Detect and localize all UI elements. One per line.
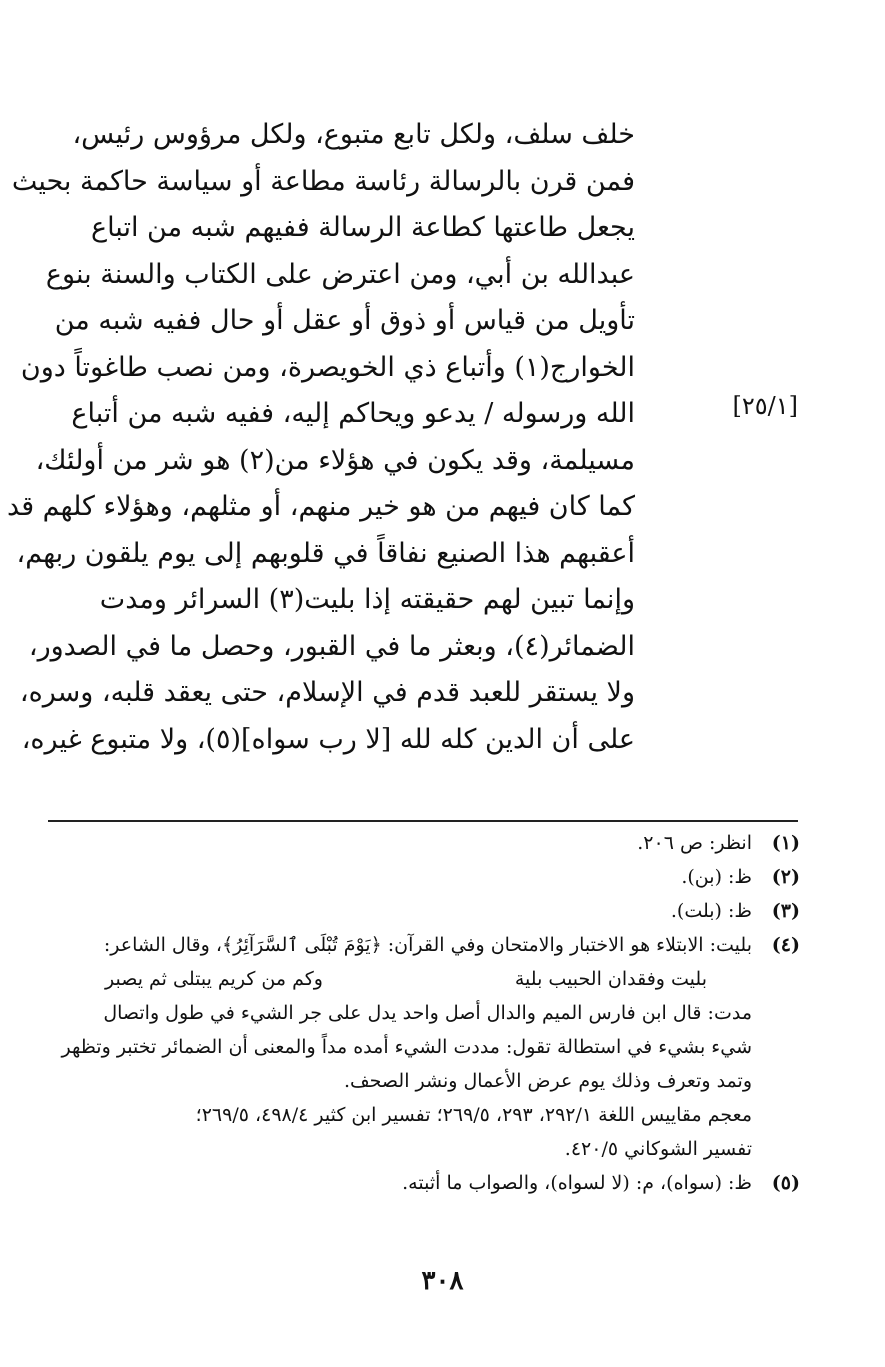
footnote-number: (١) (771, 832, 800, 854)
footnote (45, 1166, 800, 1200)
footnote-line: ظ: (بلت). (670, 900, 752, 922)
footnote-line: شيء بشيء في استطالة تقول: مددت الشيء أمده مداً والمعنى أن الضمائر تختبر وتظهر (61, 1036, 752, 1058)
footnote-line: ظ: (بن). (681, 866, 752, 888)
body-line: يجعل طاعتها كطاعة الرسالة ففيهم شبه من اتباع (90, 212, 635, 243)
footnote-number: (٥) (771, 1172, 800, 1194)
body-line: الله ورسوله / يدعو ويحاكم إليه، ففيه شبه من أتباع (71, 398, 635, 429)
footnote-body (45, 928, 752, 996)
footnote-line: ظ: (سواه)، م: (لا لسواه)، والصواب ما أثبته. (402, 1172, 752, 1194)
footnote (45, 894, 800, 928)
verse-first-hemistich: بليت وفقدان الحبيب بلية (514, 968, 707, 990)
footnote-number (752, 1098, 800, 1166)
footnote (45, 826, 800, 860)
verse-second-hemistich: وكم من كريم يبتلى ثم يصبر (105, 968, 323, 990)
footnote-body (45, 1166, 752, 1200)
body-line: ولا يستقر للعبد قدم في الإسلام، حتى يعقد قلبه، وسره، (19, 677, 635, 708)
footnote-body (45, 860, 752, 894)
body-line: تأويل من قياس أو ذوق أو عقل أو حال ففيه شبه من (54, 305, 635, 336)
page-number: ٣٠٨ (421, 1266, 464, 1296)
body-line: فمن قرن بالرسالة رئاسة مطاعة أو سياسة حاكمة بحيث (11, 165, 635, 197)
footnotes (45, 826, 800, 1200)
body-line: وإنما تبين لهم حقيقته إذا بليت(٣) السرائر ومدت (99, 584, 635, 615)
body-line: على أن الدين كله لله [لا رب سواه](٥)، ولا متبوع غيره، (21, 723, 635, 755)
body-line: خلف سلف، ولكل تابع متبوع، ولكل مرؤوس رئيس، (72, 119, 635, 150)
body-line: مسيلمة، وقد يكون في هؤلاء من(٢) هو شر من أولئك، (35, 444, 635, 476)
footnote-body (45, 1098, 752, 1166)
footnote-number: (٢) (771, 866, 800, 888)
footnote (45, 1098, 800, 1166)
footnote-number (752, 996, 800, 1098)
footnote-line: تفسير الشوكاني ٤٢٠/٥. (564, 1138, 752, 1160)
footnote-number: (٣) (771, 900, 800, 922)
body-line: كما كان فيهم من هو خير منهم، أو مثلهم، وهؤلاء كلهم قد (7, 491, 635, 522)
body-line: عبدالله بن أبي، ومن اعترض على الكتاب والسنة بنوع (45, 258, 635, 290)
main-text (7, 112, 635, 763)
footnote (45, 860, 800, 894)
poem-verse (45, 962, 752, 996)
body-line: الضمائر(٤)، وبعثر ما في القبور، وحصل ما في الصدور، (28, 630, 635, 662)
footnote-body (45, 996, 752, 1098)
footnote-number: (٤) (771, 934, 800, 956)
footnote (45, 928, 800, 996)
margin-reference: [٢٥/١] (732, 392, 798, 420)
body-line: أعقبهم هذا الصنيع نفاقاً في قلوبهم إلى يوم يلقون ربهم، (16, 537, 635, 569)
footnote-body (45, 826, 752, 860)
footnote (45, 996, 800, 1098)
footnote-line: انظر: ص ٢٠٦. (637, 832, 752, 854)
footnote-line: وتمد وتعرف وذلك يوم عرض الأعمال ونشر الصحف. (343, 1070, 752, 1092)
body-line: الخوارج(١) وأتباع ذي الخويصرة، ومن نصب طاغوتاً دون (20, 351, 635, 383)
footnote-line: مدت: قال ابن فارس الميم والدال أصل واحد يدل على جر الشيء في طول واتصال (103, 1002, 752, 1024)
footnote-separator (48, 820, 798, 822)
footnote-line: بليت: الابتلاء هو الاختبار والامتحان وفي القرآن: ﴿يَوْمَ تُبْلَى ٱلسَّرَآئِرُ﴾، وقال الشاعر: (103, 934, 752, 956)
footnote-line: معجم مقاييس اللغة ٢٩٢/١، ٢٩٣، ٢٦٩/٥؛ تفسير ابن كثير ٤٩٨/٤، ٢٦٩/٥؛ (195, 1104, 752, 1126)
footnote-body (45, 894, 752, 928)
